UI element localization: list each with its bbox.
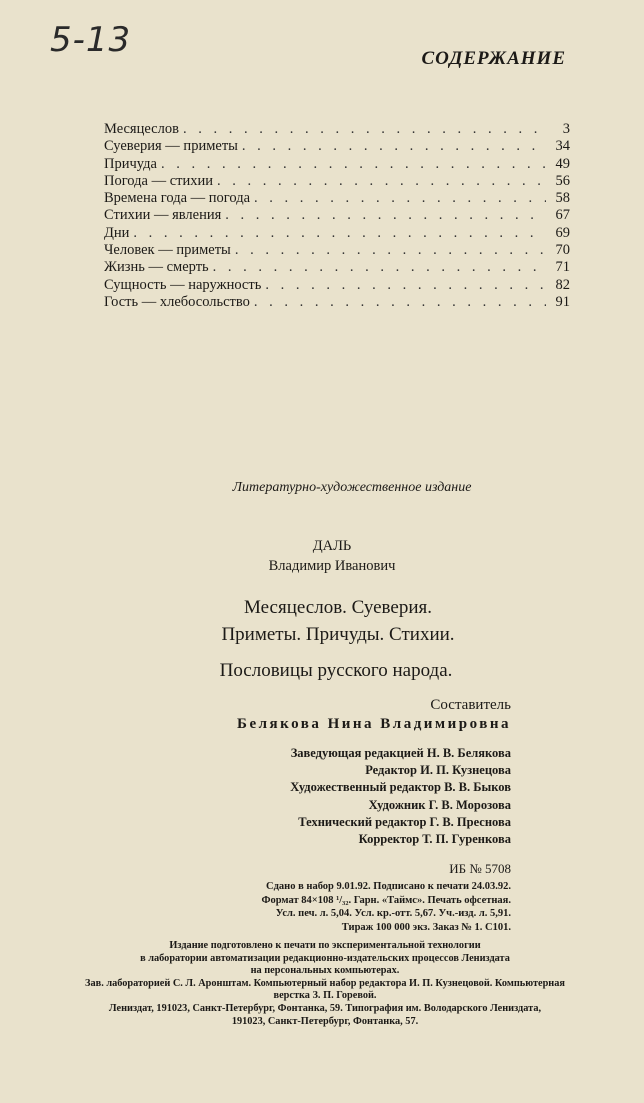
toc-leader: [225, 207, 546, 224]
toc-title: Жизнь — смерть: [104, 259, 209, 276]
toc-page: 56: [555, 172, 570, 189]
author-given-names: Владимир Иванович: [268, 558, 396, 574]
toc-row: [104, 207, 570, 224]
toc-title: Гость — хлебосольство: [104, 293, 250, 310]
credit-line: Редактор И. П. Кузнецова: [365, 763, 511, 778]
handwritten-mark: 5-13: [50, 20, 132, 60]
print-imprint: [261, 880, 511, 934]
toc-page: 91: [555, 293, 570, 310]
toc-row: [104, 173, 570, 190]
book-title-line: Месяцеслов. Суеверия.: [243, 597, 432, 618]
toc-leader: [265, 277, 546, 294]
toc-page: 70: [555, 242, 570, 259]
toc-leader: [161, 156, 546, 173]
edition-type: Литературно-художественное издание: [232, 480, 472, 495]
toc-leader: [217, 173, 546, 190]
toc-row: [104, 277, 570, 294]
compiler-name: Белякова Нина Владимировна: [237, 716, 511, 732]
credit-line: Заведующая редакцией Н. В. Белякова: [290, 746, 511, 760]
compiler-label: Составитель: [430, 697, 511, 713]
toc-heading: СОДЕРЖАНИЕ: [421, 48, 566, 69]
book-subtitle: Пословицы русского народа.: [219, 660, 453, 681]
credit-line: Корректор Т. П. Гуренкова: [358, 832, 511, 847]
toc-row: [104, 294, 570, 311]
toc-leader: [133, 225, 546, 242]
toc-page: 69: [555, 224, 570, 241]
toc-title: Стихии — явления: [104, 207, 222, 224]
toc-row: [104, 138, 570, 155]
toc-row: [104, 156, 570, 173]
toc-row: [104, 121, 570, 138]
toc-row: [104, 225, 570, 242]
note-line: Издание подготовлено к печати по экспериментальной технологии: [169, 940, 481, 951]
credit-line: Художник Г. В. Морозова: [368, 797, 511, 812]
note-line: верстка З. П. Горевой.: [273, 990, 377, 1002]
toc-row: [104, 259, 570, 276]
publisher-notes: [40, 940, 610, 1028]
imprint-line: Усл. печ. л. 5,04. Усл. кр.-отт. 5,67. Уч.-изд. л. 5,91.: [275, 908, 511, 919]
toc-title: Сущность — наружность: [104, 276, 262, 293]
toc-leader: [213, 259, 546, 276]
author-surname: ДАЛЬ: [312, 538, 352, 554]
staff-credits: [290, 745, 511, 848]
toc-leader: [254, 294, 546, 311]
toc-page: 3: [562, 121, 570, 137]
toc-leader: [183, 121, 546, 138]
toc-title: Погода — стихии: [104, 172, 214, 189]
credit-line: Художественный редактор В. В. Быков: [290, 780, 511, 795]
ib-number: ИБ № 5708: [449, 861, 511, 876]
toc-title: Причуда: [104, 155, 157, 172]
toc-row: [104, 242, 570, 259]
book-title-line: Приметы. Причуды. Стихии.: [221, 624, 455, 645]
toc-page: 34: [555, 138, 570, 155]
imprint-line: Формат 84×108 ¹/₃₂. Гарн. «Таймс». Печать офсетная.: [261, 894, 511, 906]
toc-leader: [235, 242, 546, 259]
imprint-line: Сдано в набор 9.01.92. Подписано к печати 24.03.92.: [266, 881, 511, 892]
note-line: Лениздат, 191023, Санкт-Петербург, Фонтанка, 59. Типография им. Володарского Лениздата,: [108, 1002, 542, 1014]
toc-leader: [254, 190, 546, 207]
table-of-contents: [104, 121, 570, 311]
toc-page: 49: [555, 155, 570, 172]
toc-page: 82: [555, 276, 570, 293]
note-line: на персональных компьютерах.: [250, 965, 400, 977]
toc-page: 67: [555, 207, 570, 224]
imprint-line: Тираж 100 000 экз. Заказ № 1. С101.: [341, 921, 511, 933]
toc-title: Человек — приметы: [104, 242, 231, 259]
book-title: [16, 594, 644, 648]
toc-page: 71: [555, 259, 570, 276]
toc-leader: [242, 138, 546, 155]
toc-title: Дни: [104, 224, 130, 241]
credit-line: Технический редактор Г. В. Преснова: [298, 814, 511, 829]
note-line: 191023, Санкт-Петербург, Фонтанка, 57.: [231, 1015, 419, 1027]
note-line: Зав. лабораторией С. Л. Аронштам. Компьютерный набор редактора И. П. Кузнецовой. Компьютерная: [85, 977, 565, 989]
toc-page: 58: [555, 190, 570, 207]
note-line: в лаборатории автоматизации редакционно-издательских процессов Лениздата: [140, 952, 510, 964]
toc-title: Месяцеслов: [104, 121, 179, 137]
toc-row: [104, 190, 570, 207]
toc-title: Времена года — погода: [104, 190, 251, 207]
toc-title: Суеверия — приметы: [104, 138, 238, 155]
